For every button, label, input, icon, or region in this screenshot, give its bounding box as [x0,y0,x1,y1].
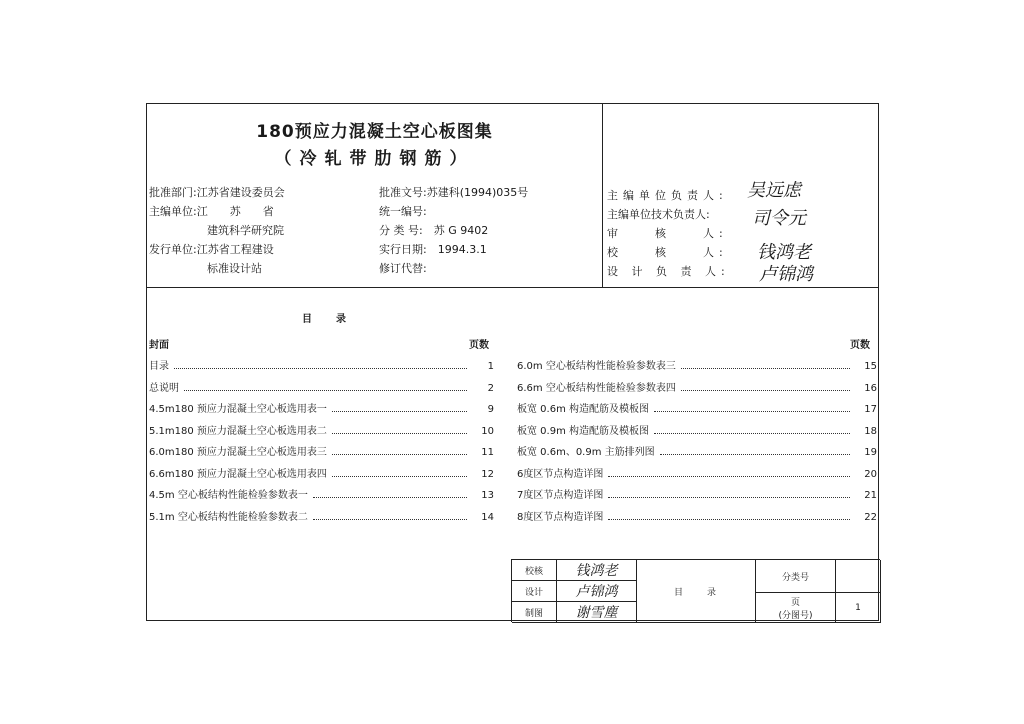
toc-entry [149,486,494,500]
publisher-line1: 发行单位:江苏省工程建设 [149,243,274,256]
toc-entry-title: 目录 [149,361,169,372]
toc-leader-dots [313,489,467,498]
toc-entry-title: 总说明 [149,382,179,394]
approval-number: 批准文号:苏建科(1994)035号 [379,186,529,199]
toc-entry [149,400,494,414]
toc-entry-title: 7度区节点构造详图 [517,490,604,501]
toc-entry [517,422,877,436]
toc-entry-page: 22 [864,511,877,523]
toc-entry [517,357,877,371]
toc-entry [517,443,877,457]
toc-entry-page: 9 [487,404,494,415]
editor-unit-line2: 建筑科学研究院 [207,224,284,237]
header-horizontal-divider [147,287,878,288]
toc-entry [149,379,494,393]
toc-leader-dots [332,403,467,412]
toc-entry [517,400,877,414]
signature-checker: 钱鸿老 [757,242,811,263]
toc-cover-label: 封面 [149,340,169,351]
toc-page-head-left: 页数 [469,340,489,351]
toc-leader-dots [654,403,850,412]
toc-entry-title: 4.5m 空心板结构性能检验参数表一 [149,490,308,501]
toc-entry [149,443,494,457]
toc-entry-title: 5.1m 空心板结构性能检验参数表二 [149,511,308,523]
toc-entry-title: 6度区节点构造详图 [517,468,604,480]
toc-leader-dots [332,446,467,455]
toc-entry-title: 4.5m180 预应力混凝土空心板选用表一 [149,404,327,415]
toc-entry-page: 13 [481,490,494,501]
toc-leader-dots [660,446,850,455]
toc-leader-dots [313,511,467,520]
design-leader-label: 设 计 负 责 人: [607,265,730,278]
page-number: 1 [836,593,881,623]
toc-entry-page: 1 [487,361,494,372]
design-label: 设计 [512,581,557,602]
checker-label: 校 核 人: [607,246,728,259]
atlas-title: 180预应力混凝土空心板图集 [256,122,493,142]
signature-chief-unit: 吴远虑 [747,180,801,201]
toc-entry [149,357,494,371]
toc-entry-page: 11 [481,447,494,458]
chief-unit-leader-label: 主编单位负责人: [607,189,728,202]
toc-leader-dots [681,360,850,369]
toc-entry-page: 16 [864,382,877,394]
atlas-subtitle: （冷轧带肋钢筋） [274,149,475,169]
toc-entry-title: 6.0m180 预应力混凝土空心板选用表三 [149,447,327,458]
toc-leader-dots [608,511,850,520]
toc-entry [149,508,494,522]
toc-entry-title: 8度区节点构造详图 [517,511,604,523]
unified-number: 统一编号: [379,205,427,218]
check-label: 校核 [512,560,557,581]
toc-entry-title: 6.6m180 预应力混凝土空心板选用表四 [149,468,327,480]
publisher-line2: 标准设计站 [207,262,262,275]
toc-leader-dots [332,468,467,477]
page-label-cell [756,593,836,623]
toc-entry [149,422,494,436]
revision-replace: 修订代替: [379,262,427,275]
class-number: 分 类 号: 苏 G 9402 [379,224,489,237]
toc-leader-dots [654,425,850,434]
toc-entry-title: 板宽 0.6m 构造配筋及模板图 [517,404,650,415]
signature-chief-tech: 司令元 [752,208,806,229]
approve-dept: 批准部门:江苏省建设委员会 [149,186,285,199]
toc-entry [517,465,877,479]
toc-entry-page: 10 [481,425,494,437]
toc-entry-page: 15 [864,361,877,372]
draw-signature: 谢雪塵 [557,602,637,623]
page-sub-label: (分图号) [778,610,813,621]
toc-entry-page: 21 [864,490,877,501]
toc-entry-title: 6.6m 空心板结构性能检验参数表四 [517,382,676,394]
class-number-label: 分类号 [756,560,836,593]
signature-design-leader: 卢锦鸿 [759,264,813,285]
toc-leader-dots [681,382,850,391]
toc-leader-dots [174,360,467,369]
title-block [511,559,880,622]
toc-entry-title: 5.1m180 预应力混凝土空心板选用表二 [149,425,327,437]
toc-entry [517,379,877,393]
toc-entry-page: 14 [481,511,494,523]
toc-entry-page: 18 [864,425,877,437]
editor-unit-line1: 主编单位:江 苏 省 [149,205,274,218]
toc-entry [149,465,494,479]
page-label: 页 [790,597,800,608]
implementation-date: 实行日期: 1994.3.1 [379,243,487,256]
toc-entry-page: 20 [864,468,877,480]
design-signature: 卢锦鸿 [557,581,637,602]
toc-entry-title: 板宽 0.6m、0.9m 主筋排列图 [517,447,655,458]
class-number-value [836,560,881,593]
toc-entry-title: 板宽 0.9m 构造配筋及模板图 [517,425,650,437]
toc-leader-dots [608,468,850,477]
header-vertical-divider [602,104,603,287]
toc-leader-dots [332,425,467,434]
toc-leader-dots [184,382,467,391]
check-signature: 钱鸿老 [557,560,637,581]
toc-entry [517,486,877,500]
toc-entry-page: 2 [487,382,494,394]
draw-label: 制图 [512,602,557,623]
toc-leader-dots [608,489,850,498]
chief-tech-leader-label: 主编单位技术负责人: [607,208,710,221]
drawing-name: 目 录 [637,560,756,623]
toc-entry-page: 17 [864,404,877,415]
toc-entry-page: 19 [864,447,877,458]
toc-entry-title: 6.0m 空心板结构性能检验参数表三 [517,361,676,372]
drawing-sheet [146,103,879,621]
reviewer-label: 审 核 人: [607,227,728,240]
toc-title: 目录 [302,314,370,325]
toc-entry [517,508,877,522]
toc-page-head-right: 页数 [850,340,870,351]
toc-entry-page: 12 [481,468,494,480]
